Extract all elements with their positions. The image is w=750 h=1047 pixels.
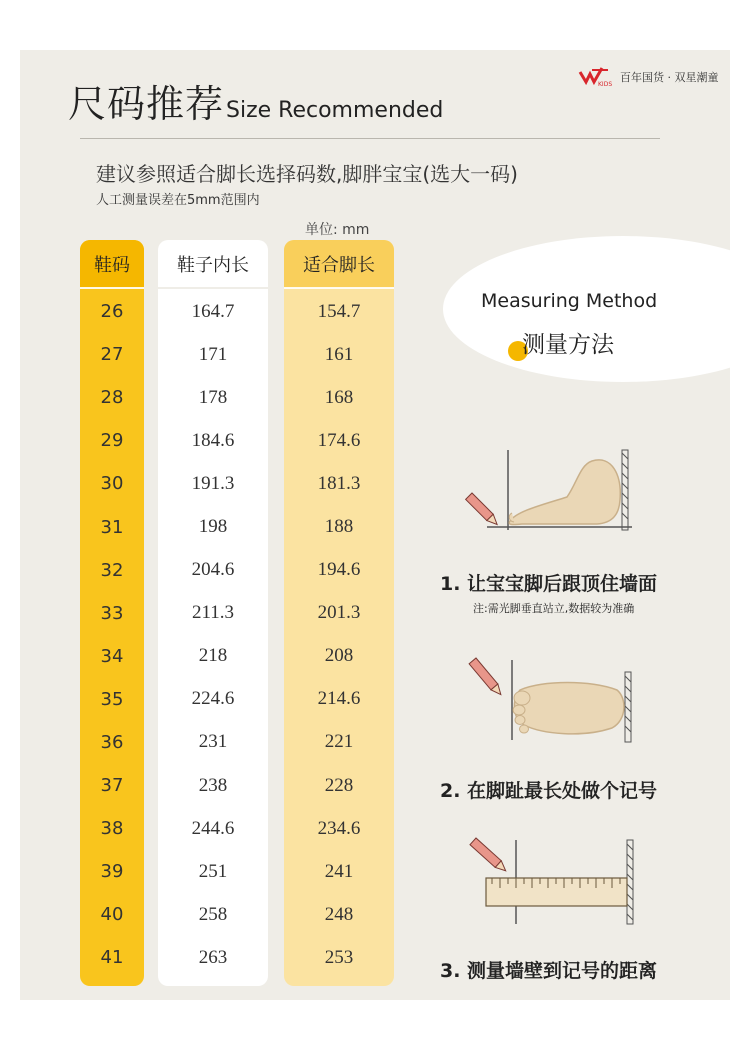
inner-length-cell: 258 bbox=[198, 903, 228, 925]
step-3-text: 3. 测量墙壁到记号的距离 bbox=[440, 960, 658, 982]
size-cell: 27 bbox=[100, 344, 124, 366]
inner-length-cell: 251 bbox=[198, 860, 228, 882]
inner-length-cell: 263 bbox=[198, 946, 228, 968]
foot-length-cell: 241 bbox=[324, 860, 354, 882]
size-cell: 26 bbox=[100, 301, 124, 323]
title-chinese: 尺码推荐 bbox=[68, 82, 225, 126]
foot-length-cell: 228 bbox=[324, 774, 354, 796]
title-divider bbox=[80, 138, 660, 139]
size-cell: 41 bbox=[100, 947, 124, 969]
size-cell: 39 bbox=[100, 861, 124, 883]
size-cell: 28 bbox=[100, 387, 124, 409]
recommendation-text: 建议参照适合脚长选择码数,脚胖宝宝(选大一码) bbox=[96, 162, 518, 186]
method-title-english: Measuring Method bbox=[481, 290, 658, 312]
size-column-header: 鞋码 bbox=[80, 240, 144, 288]
size-cell: 35 bbox=[100, 688, 124, 710]
foot-length-cells bbox=[284, 290, 394, 980]
inner-length-cell: 191.3 bbox=[191, 472, 235, 494]
step-1-text: 1. 让宝宝脚后跟顶住墙面 bbox=[440, 573, 658, 595]
size-cell: 37 bbox=[100, 775, 124, 797]
size-cell: 32 bbox=[100, 559, 124, 581]
foot-length-cell: 168 bbox=[324, 386, 354, 408]
size-cell: 31 bbox=[100, 516, 124, 538]
foot-length-cell: 161 bbox=[324, 343, 354, 365]
size-cell: 34 bbox=[100, 645, 124, 667]
foot-top-view-illustration bbox=[462, 650, 642, 745]
foot-length-cell: 221 bbox=[324, 731, 354, 753]
size-cell: 29 bbox=[100, 430, 124, 452]
size-cell: 33 bbox=[100, 602, 124, 624]
inner-length-column-header: 鞋子内长 bbox=[177, 255, 249, 276]
foot-length-cell: 253 bbox=[324, 946, 354, 968]
header-divider bbox=[284, 287, 394, 289]
error-note: 人工测量误差在5mm范围内 bbox=[96, 193, 260, 208]
size-cell: 30 bbox=[100, 473, 124, 495]
step-1-note: 注:需光脚垂直站立,数据较为准确 bbox=[473, 602, 635, 615]
foot-length-column-header: 适合脚长 bbox=[284, 240, 394, 288]
inner-length-column bbox=[158, 240, 268, 986]
foot-length-cell: 201.3 bbox=[317, 602, 361, 624]
inner-length-cell: 164.7 bbox=[191, 300, 235, 322]
brand-logo-text: KIDS bbox=[598, 81, 613, 88]
inner-length-cell: 198 bbox=[198, 516, 228, 538]
inner-length-cell: 204.6 bbox=[191, 559, 235, 581]
foot-length-cell: 214.6 bbox=[317, 688, 361, 710]
inner-length-cell: 231 bbox=[198, 731, 228, 753]
page-title bbox=[68, 73, 444, 126]
foot-length-cell: 234.6 bbox=[317, 817, 361, 839]
foot-length-cell: 208 bbox=[324, 645, 354, 667]
foot-length-cell: 194.6 bbox=[317, 559, 361, 581]
title-english: Size Recommended bbox=[226, 98, 444, 123]
inner-length-cell: 211.3 bbox=[191, 602, 235, 624]
inner-length-cell: 171 bbox=[198, 343, 228, 365]
ruler-measurement-illustration bbox=[462, 832, 642, 927]
foot-side-view-illustration bbox=[462, 445, 642, 535]
inner-length-cell: 238 bbox=[198, 774, 228, 796]
inner-length-cell: 218 bbox=[198, 645, 228, 667]
size-cell: 38 bbox=[100, 818, 124, 840]
inner-length-cell: 184.6 bbox=[191, 429, 235, 451]
foot-length-cell: 181.3 bbox=[317, 472, 361, 494]
brand-logo-icon bbox=[578, 66, 614, 88]
step-2-text: 2. 在脚趾最长处做个记号 bbox=[440, 780, 658, 802]
brand-block bbox=[578, 66, 719, 88]
size-cell: 40 bbox=[100, 904, 124, 926]
foot-length-cell: 174.6 bbox=[317, 429, 361, 451]
size-cells bbox=[80, 290, 144, 980]
header-divider bbox=[158, 287, 268, 289]
foot-length-cell: 154.7 bbox=[317, 300, 361, 322]
inner-length-cell: 244.6 bbox=[191, 817, 235, 839]
method-title-chinese: 测量方法 bbox=[522, 332, 614, 358]
size-cell: 36 bbox=[100, 731, 124, 753]
foot-length-cell: 248 bbox=[324, 903, 354, 925]
size-column bbox=[80, 240, 144, 986]
inner-length-cells bbox=[158, 290, 268, 980]
inner-length-cell: 224.6 bbox=[191, 688, 235, 710]
unit-label: 单位: mm bbox=[305, 222, 370, 238]
header-divider bbox=[80, 287, 144, 289]
foot-length-cell: 188 bbox=[324, 516, 354, 538]
brand-text: 百年国货 · 双星潮童 bbox=[620, 71, 719, 84]
foot-length-column bbox=[284, 240, 394, 986]
inner-length-cell: 178 bbox=[198, 386, 228, 408]
